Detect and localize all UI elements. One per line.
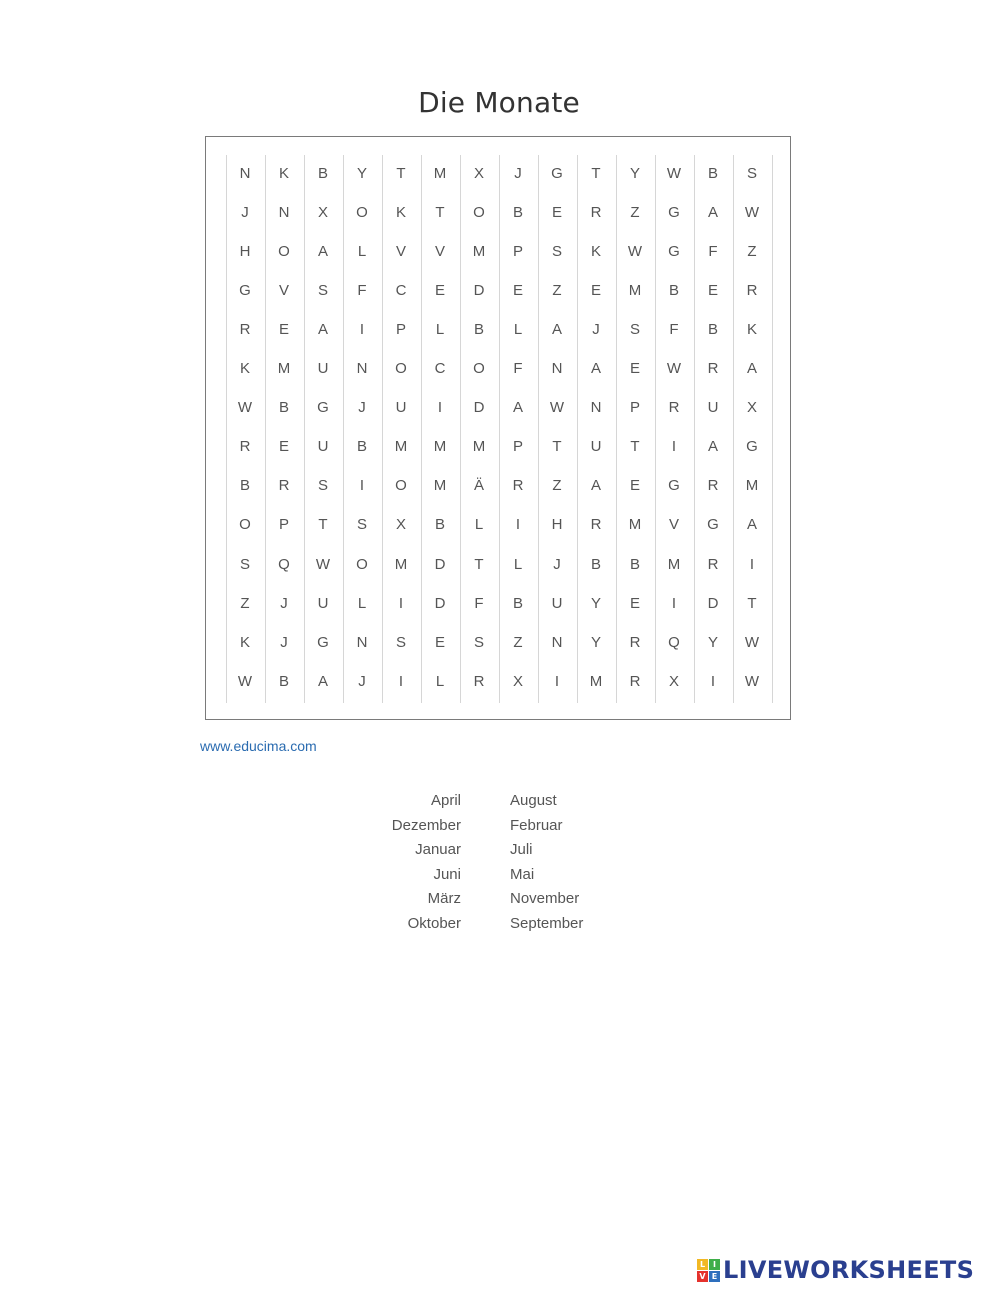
grid-letter[interactable]: U [395, 399, 407, 417]
grid-letter[interactable]: B [707, 321, 718, 339]
grid-letter[interactable]: Z [240, 594, 250, 612]
grid-letter[interactable]: M [394, 438, 408, 456]
grid-letter[interactable]: E [590, 282, 601, 300]
grid-letter[interactable]: E [434, 633, 445, 651]
grid-letter[interactable]: F [708, 243, 718, 261]
grid-letter[interactable]: L [435, 672, 445, 690]
grid-letter[interactable]: O [395, 477, 407, 495]
word-search-grid [226, 155, 772, 703]
grid-letter[interactable]: U [707, 399, 719, 417]
grid-letter[interactable]: R [707, 555, 719, 573]
grid-letter[interactable]: R [590, 516, 602, 534]
grid-letter[interactable]: A [746, 360, 757, 378]
grid-letter[interactable]: B [317, 165, 328, 182]
grid-letter[interactable]: T [474, 555, 484, 573]
grid-letter[interactable]: B [668, 282, 679, 300]
grid-letter[interactable]: O [278, 243, 290, 261]
grid-letter[interactable]: W [666, 360, 682, 378]
grid-column-line [733, 155, 734, 703]
grid-letter[interactable]: Y [629, 165, 640, 182]
grid-letter[interactable]: R [629, 672, 641, 690]
grid-letter[interactable]: W [744, 204, 760, 222]
grid-letter[interactable]: Z [552, 477, 562, 495]
grid-letter[interactable]: X [746, 399, 757, 417]
grid-letter[interactable]: Q [668, 633, 680, 651]
grid-letter[interactable]: E [278, 438, 289, 456]
grid-letter[interactable]: M [472, 438, 486, 456]
grid-letter[interactable]: K [239, 360, 250, 378]
grid-letter[interactable]: U [590, 438, 602, 456]
grid-letter[interactable]: K [590, 243, 601, 261]
grid-letter[interactable]: K [746, 321, 757, 339]
grid-letter[interactable]: B [629, 555, 640, 573]
grid-letter[interactable]: K [278, 165, 289, 182]
grid-letter[interactable]: O [356, 555, 368, 573]
grid-column-line [304, 155, 305, 703]
grid-letter[interactable]: X [668, 672, 679, 690]
grid-letter[interactable]: G [317, 633, 329, 651]
grid-letter[interactable]: P [395, 321, 406, 339]
grid-letter[interactable]: A [746, 516, 757, 534]
grid-letter[interactable]: A [707, 204, 718, 222]
grid-letter[interactable]: A [551, 321, 562, 339]
grid-letter[interactable]: N [239, 165, 251, 182]
grid-column-line [265, 155, 266, 703]
grid-column-line [460, 155, 461, 703]
grid-column-line [694, 155, 695, 703]
grid-letter[interactable]: M [589, 672, 603, 690]
grid-letter[interactable]: M [394, 555, 408, 573]
grid-letter[interactable]: P [278, 516, 289, 534]
grid-letter[interactable]: L [435, 321, 445, 339]
grid-letter[interactable]: V [668, 516, 679, 534]
liveworksheets-logo[interactable] [697, 1255, 974, 1285]
grid-column-line [616, 155, 617, 703]
grid-letter[interactable]: T [318, 516, 328, 534]
grid-letter[interactable]: X [473, 165, 484, 182]
grid-letter[interactable]: G [707, 516, 719, 534]
grid-letter[interactable]: L [474, 516, 484, 534]
grid-letter[interactable]: S [356, 516, 367, 534]
grid-letter[interactable]: N [356, 360, 368, 378]
grid-letter[interactable]: S [551, 243, 562, 261]
grid-letter[interactable]: I [398, 672, 404, 690]
source-link[interactable]: www.educima.com [200, 738, 317, 754]
grid-column-line [421, 155, 422, 703]
grid-letter[interactable]: U [551, 594, 563, 612]
grid-letter[interactable]: T [552, 438, 562, 456]
logo-block: E [709, 1271, 720, 1282]
grid-letter[interactable]: X [512, 672, 523, 690]
grid-letter[interactable]: T [591, 165, 601, 182]
word-list-item: Februar [510, 817, 563, 834]
word-list-item: Juli [510, 841, 533, 858]
grid-letter[interactable]: J [358, 672, 366, 690]
grid-letter[interactable]: V [395, 243, 406, 261]
grid-letter[interactable]: I [749, 555, 755, 573]
grid-letter[interactable]: P [629, 399, 640, 417]
grid-letter[interactable]: R [746, 282, 758, 300]
grid-letter[interactable]: E [629, 477, 640, 495]
grid-letter[interactable]: N [356, 633, 368, 651]
grid-letter[interactable]: E [434, 282, 445, 300]
grid-letter[interactable]: I [710, 672, 716, 690]
grid-letter[interactable]: O [239, 516, 251, 534]
grid-letter[interactable]: T [630, 438, 640, 456]
grid-letter[interactable]: E [278, 321, 289, 339]
word-list-item: Januar [415, 841, 461, 858]
grid-letter[interactable]: D [473, 399, 485, 417]
grid-letter[interactable]: K [395, 204, 406, 222]
grid-letter[interactable]: G [668, 477, 680, 495]
grid-letter[interactable]: E [629, 360, 640, 378]
grid-letter[interactable]: J [280, 594, 288, 612]
grid-letter[interactable]: F [474, 594, 484, 612]
grid-letter[interactable]: B [512, 204, 523, 222]
grid-letter[interactable]: R [473, 672, 485, 690]
grid-letter[interactable]: S [317, 477, 328, 495]
grid-letter[interactable]: J [592, 321, 600, 339]
grid-letter[interactable]: J [241, 204, 249, 222]
grid-letter[interactable]: M [628, 282, 642, 300]
grid-letter[interactable]: F [669, 321, 679, 339]
word-list-item: September [510, 915, 584, 932]
grid-letter[interactable]: M [433, 438, 447, 456]
grid-letter[interactable]: D [434, 555, 446, 573]
grid-letter[interactable]: C [395, 282, 407, 300]
grid-letter[interactable]: S [473, 633, 484, 651]
grid-letter[interactable]: B [356, 438, 367, 456]
grid-letter[interactable]: S [629, 321, 640, 339]
page-title: Die Monate [418, 86, 580, 119]
grid-letter[interactable]: L [357, 594, 367, 612]
grid-letter[interactable]: Z [747, 243, 757, 261]
grid-letter[interactable]: R [629, 633, 641, 651]
grid-letter[interactable]: A [317, 672, 328, 690]
word-list-item: Juni [433, 866, 461, 883]
grid-letter[interactable]: L [357, 243, 367, 261]
grid-letter[interactable]: I [398, 594, 404, 612]
grid-letter[interactable]: X [317, 204, 328, 222]
grid-letter[interactable]: N [590, 399, 602, 417]
grid-letter[interactable]: O [356, 204, 368, 222]
grid-letter[interactable]: P [512, 243, 523, 261]
logo-block: L [697, 1259, 708, 1270]
grid-letter[interactable]: G [317, 399, 329, 417]
grid-letter[interactable]: S [239, 555, 250, 573]
grid-letter[interactable]: W [237, 399, 253, 417]
grid-letter[interactable]: O [473, 360, 485, 378]
grid-letter[interactable]: G [746, 438, 758, 456]
grid-letter[interactable]: R [239, 438, 251, 456]
grid-letter[interactable]: B [239, 477, 250, 495]
grid-letter[interactable]: I [671, 438, 677, 456]
grid-letter[interactable]: V [278, 282, 289, 300]
grid-letter[interactable]: C [434, 360, 446, 378]
grid-letter[interactable]: Z [630, 204, 640, 222]
grid-letter[interactable]: A [707, 438, 718, 456]
grid-letter[interactable]: R [512, 477, 524, 495]
word-list-item: April [430, 792, 461, 809]
grid-column-line [655, 155, 656, 703]
grid-letter[interactable]: J [358, 399, 366, 417]
grid-letter[interactable]: A [590, 477, 601, 495]
grid-letter[interactable]: H [551, 516, 563, 534]
word-list-item: Mai [510, 866, 535, 883]
brand-name: LIVEWORKSHEETS [723, 1256, 975, 1284]
grid-column-line [499, 155, 500, 703]
grid-column-line [538, 155, 539, 703]
grid-column-line [772, 155, 773, 703]
grid-letter[interactable]: R [668, 399, 680, 417]
grid-letter[interactable]: J [280, 633, 288, 651]
grid-letter[interactable]: E [512, 282, 523, 300]
grid-letter[interactable]: W [744, 672, 760, 690]
logo-block: V [697, 1271, 708, 1282]
grid-letter[interactable]: T [747, 594, 757, 612]
grid-letter[interactable]: W [237, 672, 253, 690]
grid-letter[interactable]: A [317, 321, 328, 339]
grid-letter[interactable]: N [551, 633, 563, 651]
grid-letter[interactable]: R [707, 477, 719, 495]
grid-letter[interactable]: A [590, 360, 601, 378]
grid-letter[interactable]: G [551, 165, 563, 182]
grid-letter[interactable]: I [554, 672, 560, 690]
grid-letter[interactable]: Y [590, 633, 601, 651]
grid-letter[interactable]: S [395, 633, 406, 651]
grid-letter[interactable]: V [434, 243, 445, 261]
grid-letter[interactable]: J [514, 165, 522, 182]
grid-letter[interactable]: A [317, 243, 328, 261]
grid-letter[interactable]: Z [513, 633, 523, 651]
grid-column-line [226, 155, 227, 703]
word-list-item: Dezember [391, 817, 461, 834]
grid-letter[interactable]: D [473, 282, 485, 300]
word-list-item: August [510, 792, 557, 809]
word-list-item: November [510, 890, 580, 907]
grid-letter[interactable]: U [317, 360, 329, 378]
grid-letter[interactable]: O [395, 360, 407, 378]
grid-letter[interactable]: B [278, 399, 289, 417]
grid-letter[interactable]: M [472, 243, 486, 261]
grid-column-line [577, 155, 578, 703]
grid-letter[interactable]: H [239, 243, 251, 261]
grid-letter[interactable]: I [359, 477, 365, 495]
grid-letter[interactable]: R [707, 360, 719, 378]
grid-column-line [382, 155, 383, 703]
grid-letter[interactable]: L [513, 321, 523, 339]
grid-letter[interactable]: T [435, 204, 445, 222]
grid-letter[interactable]: W [549, 399, 565, 417]
grid-letter[interactable]: F [513, 360, 523, 378]
grid-letter[interactable]: Y [356, 165, 367, 182]
grid-letter[interactable]: B [473, 321, 484, 339]
grid-letter[interactable]: S [317, 282, 328, 300]
grid-letter[interactable]: D [434, 594, 446, 612]
grid-letter[interactable]: M [667, 555, 681, 573]
logo-blocks-icon [697, 1259, 720, 1282]
grid-letter[interactable]: I [671, 594, 677, 612]
grid-letter[interactable]: G [239, 282, 251, 300]
grid-letter[interactable]: R [278, 477, 290, 495]
grid-letter[interactable]: B [434, 516, 445, 534]
grid-letter[interactable]: M [433, 477, 447, 495]
grid-letter[interactable]: E [551, 204, 562, 222]
grid-letter[interactable]: J [553, 555, 561, 573]
grid-letter[interactable]: R [590, 204, 602, 222]
grid-letter[interactable]: B [278, 672, 289, 690]
grid-letter[interactable]: E [629, 594, 640, 612]
grid-letter[interactable]: G [668, 204, 680, 222]
grid-letter[interactable]: X [395, 516, 406, 534]
grid-letter[interactable]: I [515, 516, 521, 534]
grid-letter[interactable]: B [707, 165, 718, 182]
grid-letter[interactable]: U [317, 438, 329, 456]
grid-letter[interactable]: A [512, 399, 523, 417]
grid-letter[interactable]: Q [278, 555, 290, 573]
grid-letter[interactable]: M [745, 477, 759, 495]
grid-letter[interactable]: I [437, 399, 443, 417]
grid-letter[interactable]: Z [552, 282, 562, 300]
grid-letter[interactable]: G [668, 243, 680, 261]
grid-letter[interactable]: B [512, 594, 523, 612]
grid-column-line [343, 155, 344, 703]
grid-letter[interactable]: R [239, 321, 251, 339]
grid-letter[interactable]: K [239, 633, 250, 651]
grid-letter[interactable]: N [278, 204, 290, 222]
grid-letter[interactable]: O [473, 204, 485, 222]
grid-letter[interactable]: N [551, 360, 563, 378]
grid-letter[interactable]: M [433, 165, 447, 182]
grid-letter[interactable]: B [590, 555, 601, 573]
grid-letter[interactable]: E [707, 282, 718, 300]
grid-letter[interactable]: S [746, 165, 757, 182]
grid-letter[interactable]: T [396, 165, 406, 182]
grid-letter[interactable]: P [512, 438, 523, 456]
logo-block: I [709, 1259, 720, 1270]
grid-letter[interactable]: W [315, 555, 331, 573]
grid-letter[interactable]: Ä [473, 477, 484, 495]
grid-letter[interactable]: W [627, 243, 643, 261]
grid-letter[interactable]: Y [590, 594, 601, 612]
grid-letter[interactable]: D [707, 594, 719, 612]
grid-letter[interactable]: I [359, 321, 365, 339]
grid-letter[interactable]: U [317, 594, 329, 612]
word-list-item: März [427, 890, 461, 907]
grid-letter[interactable]: M [277, 360, 291, 378]
grid-letter[interactable]: M [628, 516, 642, 534]
word-list-item: Oktober [407, 915, 461, 932]
grid-letter[interactable]: W [744, 633, 760, 651]
grid-letter[interactable]: L [513, 555, 523, 573]
grid-letter[interactable]: F [357, 282, 367, 300]
grid-letter[interactable]: Y [707, 633, 718, 651]
grid-letter[interactable]: W [666, 165, 682, 182]
